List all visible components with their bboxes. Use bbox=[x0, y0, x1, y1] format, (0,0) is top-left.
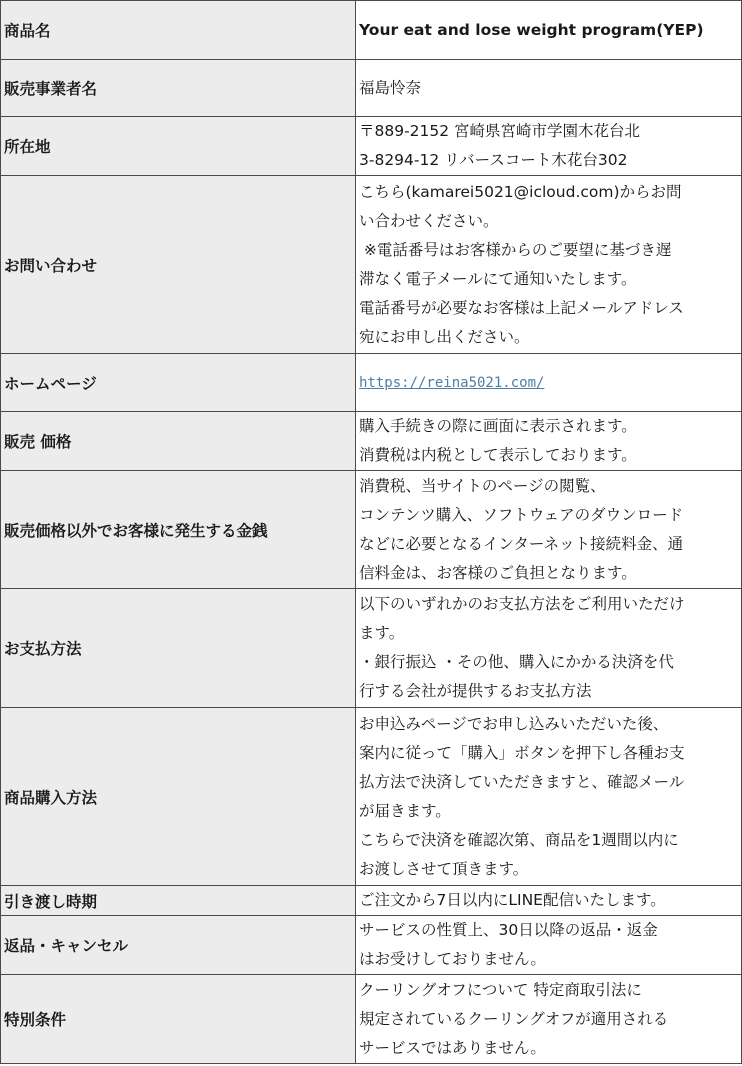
conditions-line: 規定されているクーリングオフが適用される bbox=[359, 1009, 669, 1028]
product-name-text: Your eat and lose weight program(YEP) bbox=[359, 20, 704, 39]
table-row bbox=[1, 60, 742, 117]
fees-line: コンテンツ購入、ソフトウェアのダウンロード bbox=[359, 505, 684, 524]
row-value-contact bbox=[356, 176, 742, 354]
returns-line: サービスの性質上、30日以降の返品・返金 bbox=[359, 921, 658, 939]
table-row bbox=[1, 975, 742, 1064]
purchase-line: 案内に従って「購入」ボタンを押下し各種お支 bbox=[359, 743, 685, 762]
table-row bbox=[1, 471, 742, 589]
table-row bbox=[1, 117, 742, 176]
row-label-contact: お問い合わせ bbox=[1, 176, 356, 354]
row-label-product-name: 商品名 bbox=[1, 1, 356, 60]
purchase-line: が届きます。 bbox=[359, 801, 451, 820]
purchase-line: お申込みページでお申し込みいただいた後、 bbox=[359, 714, 669, 733]
payment-line: ます。 bbox=[359, 624, 405, 642]
row-label-additional-fees: 販売価格以外でお客様に発生する金銭 bbox=[1, 471, 356, 589]
row-label-delivery-time: 引き渡し時期 bbox=[1, 886, 356, 916]
homepage-link[interactable]: https://reina5021.com/ bbox=[359, 374, 545, 391]
table-row bbox=[1, 589, 742, 708]
address-line: 〒889-2152 宮崎県宮崎市学園木花台北 bbox=[359, 122, 641, 140]
table-row bbox=[1, 886, 742, 916]
row-value-seller-name bbox=[356, 60, 742, 117]
row-value-purchase-method bbox=[356, 708, 742, 886]
conditions-line: クーリングオフについて 特定商取引法に bbox=[359, 980, 642, 999]
row-value-delivery-time bbox=[356, 886, 742, 916]
row-value-additional-fees bbox=[356, 471, 742, 589]
row-label-returns: 返品・キャンセル bbox=[1, 916, 356, 975]
row-label-special-conditions: 特別条件 bbox=[1, 975, 356, 1064]
contact-line: こちら(kamarei5021@icloud.com)からお問 bbox=[359, 182, 682, 201]
purchase-line: こちらで決済を確認次第、商品を1週間以内に bbox=[359, 830, 679, 849]
payment-line: 以下のいずれかのお支払方法をご利用いただけ bbox=[359, 595, 685, 613]
table-row bbox=[1, 1, 742, 60]
delivery-line: ご注文から7日以内にLINE配信いたします。 bbox=[359, 891, 666, 909]
table-row bbox=[1, 708, 742, 886]
fees-line: 消費税、当サイトのページの閲覧、 bbox=[359, 476, 606, 495]
row-label-address: 所在地 bbox=[1, 117, 356, 176]
contact-line: い合わせください。 bbox=[359, 211, 499, 230]
row-label-price: 販売 価格 bbox=[1, 412, 356, 471]
purchase-line: お渡しさせて頂きます。 bbox=[359, 859, 529, 878]
row-value-returns bbox=[356, 916, 742, 975]
returns-line: はお受けしておりません。 bbox=[359, 950, 546, 968]
table-row bbox=[1, 354, 742, 412]
payment-line: 行する会社が提供するお支払方法 bbox=[359, 682, 592, 700]
table-row bbox=[1, 412, 742, 471]
row-label-homepage: ホームページ bbox=[1, 354, 356, 412]
row-value-price bbox=[356, 412, 742, 471]
row-label-purchase-method: 商品購入方法 bbox=[1, 708, 356, 886]
payment-line: ・銀行振込 ・その他、購入にかかる決済を代 bbox=[359, 653, 674, 671]
contact-line: 宛にお申し出ください。 bbox=[359, 327, 530, 346]
table-row bbox=[1, 176, 742, 354]
fees-line: などに必要となるインターネット接続料金、通 bbox=[359, 534, 684, 553]
row-value-homepage bbox=[356, 354, 742, 412]
row-label-payment-method: お支払方法 bbox=[1, 589, 356, 708]
contact-line: ※電話番号はお客様からのご要望に基づき遅 bbox=[359, 240, 672, 259]
price-line: 消費税は内税として表示しております。 bbox=[359, 446, 637, 464]
seller-name-text: 福島怜奈 bbox=[359, 78, 422, 97]
contact-line: 滞なく電子メールにて通知いたします。 bbox=[359, 269, 637, 288]
row-value-address bbox=[356, 117, 742, 176]
row-value-product-name bbox=[356, 1, 742, 60]
address-line: 3-8294-12 リバースコート木花台302 bbox=[359, 151, 628, 169]
conditions-line: サービスではありません。 bbox=[359, 1038, 546, 1057]
row-value-special-conditions bbox=[356, 975, 742, 1064]
row-label-seller-name: 販売事業者名 bbox=[1, 60, 356, 117]
table-row bbox=[1, 916, 742, 975]
fees-line: 信料金は、お客様のご負担となります。 bbox=[359, 563, 637, 582]
row-value-payment-method bbox=[356, 589, 742, 708]
contact-line: 電話番号が必要なお客様は上記メールアドレス bbox=[359, 298, 684, 317]
purchase-line: 払方法で決済していただきますと、確認メール bbox=[359, 772, 685, 791]
price-line: 購入手続きの際に画面に表示されます。 bbox=[359, 417, 637, 435]
